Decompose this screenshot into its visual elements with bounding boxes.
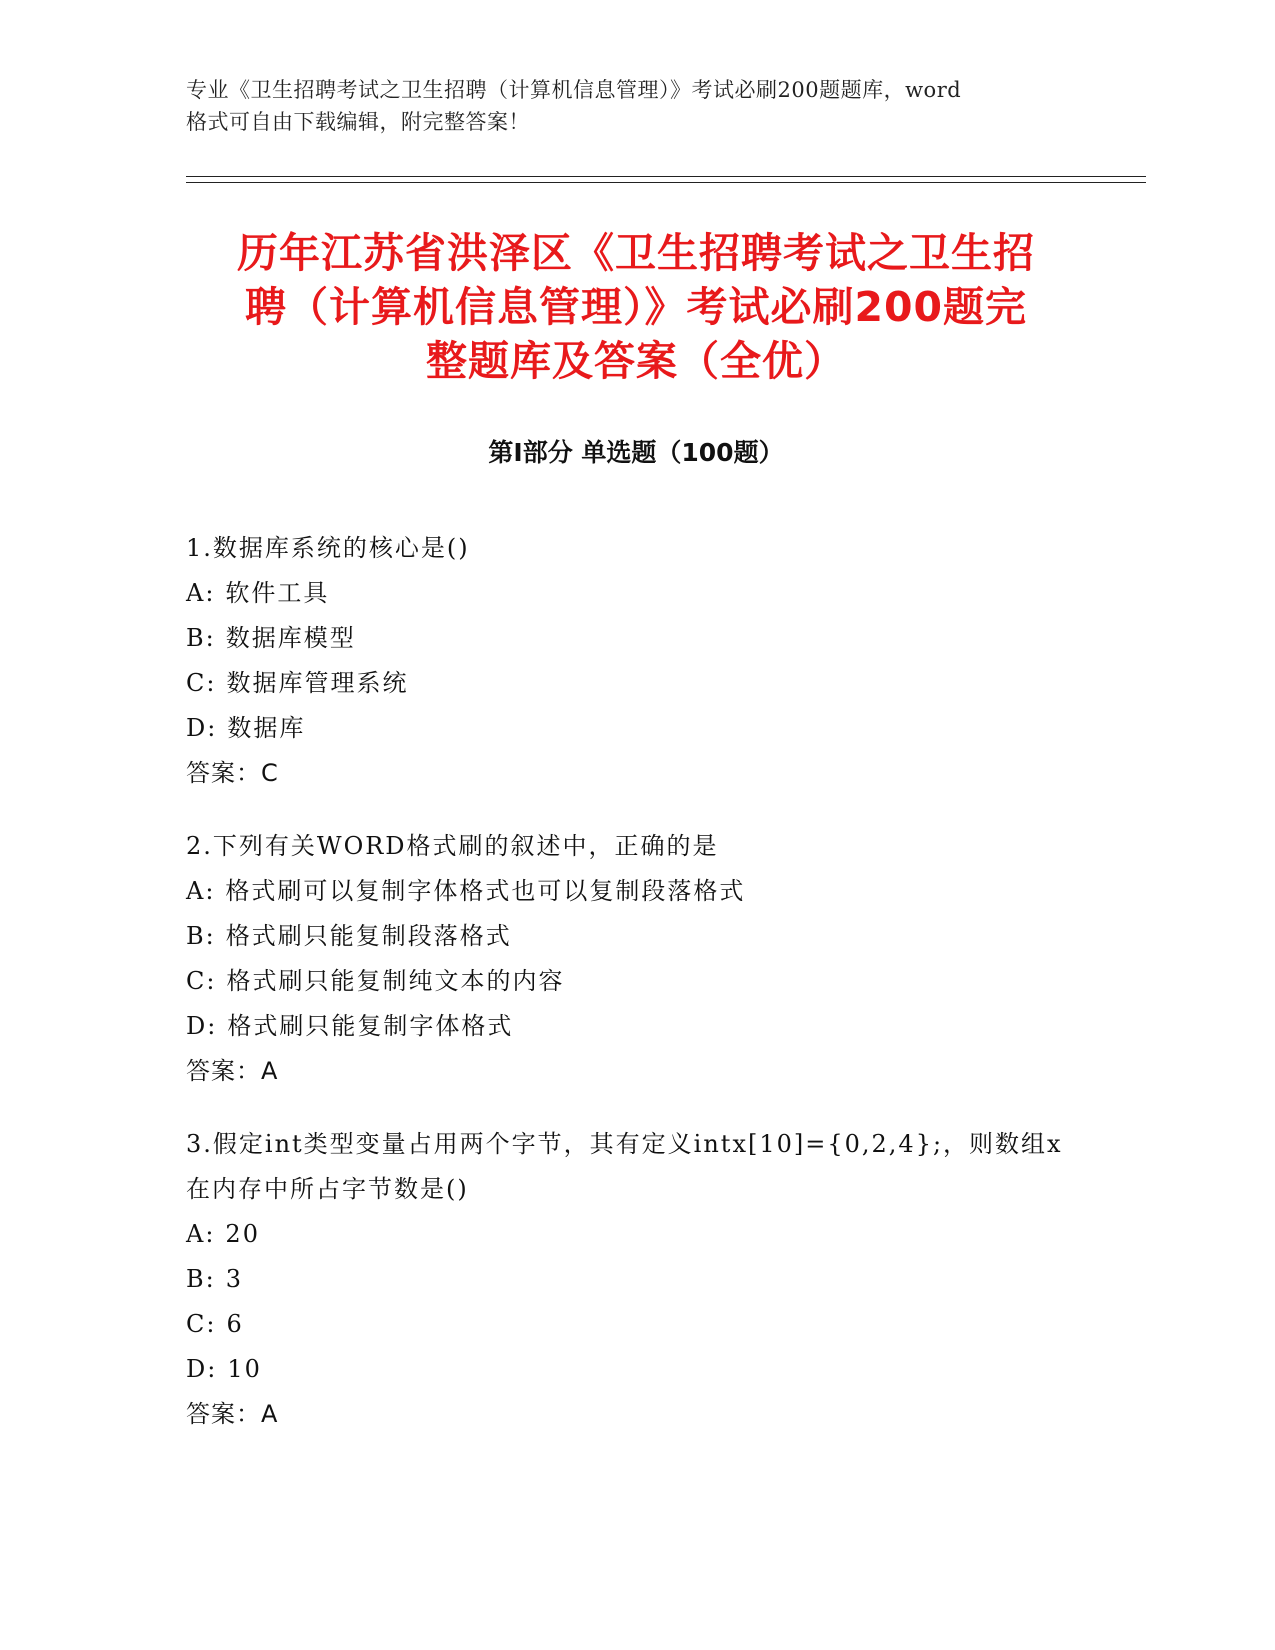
option-letter: B: <box>186 624 216 652</box>
option-text: 数据库管理系统 <box>226 669 409 697</box>
title-line-1: 历年江苏省洪泽区《卫生招聘考试之卫生招 <box>237 229 1035 277</box>
question-list <box>186 526 1086 1465</box>
option-d <box>186 706 1086 751</box>
document-header <box>186 74 1086 138</box>
header-divider-bottom <box>186 182 1146 183</box>
header-line-1: 专业《卫生招聘考试之卫生招聘（计算机信息管理）》考试必刷200题题库，word <box>186 78 962 102</box>
option-letter: B: <box>186 922 216 950</box>
option-letter: A: <box>186 1220 216 1248</box>
option-text: 10 <box>227 1355 262 1383</box>
option-letter: B: <box>186 1265 216 1293</box>
option-text: 格式刷只能复制段落格式 <box>225 922 512 950</box>
option-text: 数据库模型 <box>225 624 356 652</box>
question-3 <box>186 1122 1086 1437</box>
option-text: 格式刷只能复制字体格式 <box>227 1012 514 1040</box>
header-divider-top <box>186 176 1146 177</box>
question-text: 2.下列有关WORD格式刷的叙述中，正确的是 <box>186 832 719 860</box>
option-a <box>186 869 1086 914</box>
section-heading: 第Ⅰ部分 单选题（100题） <box>488 438 784 467</box>
option-d <box>186 1347 1086 1392</box>
header-line-2: 格式可自由下载编辑，附完整答案！ <box>186 110 530 134</box>
option-text: 20 <box>225 1220 260 1248</box>
option-text: 格式刷只能复制纯文本的内容 <box>226 967 565 995</box>
option-text: 6 <box>226 1310 244 1338</box>
question-1 <box>186 526 1086 796</box>
option-b <box>186 1257 1086 1302</box>
option-c <box>186 661 1086 706</box>
option-letter: C: <box>186 1310 217 1338</box>
option-text: 3 <box>225 1265 244 1293</box>
question-text: 3.假定int类型变量占用两个字节，其有定义intx[10]={0,2,4};，则数组x在内存中所占字节数是() <box>186 1130 1063 1203</box>
option-letter: D: <box>186 1012 218 1040</box>
option-c <box>186 1302 1086 1347</box>
answer: 答案：A <box>186 1057 279 1085</box>
option-b <box>186 914 1086 959</box>
option-letter: A: <box>186 579 216 607</box>
title-line-2: 聘（计算机信息管理）》考试必刷200题完 <box>244 283 1028 331</box>
option-text: 数据库 <box>227 714 306 742</box>
option-letter: D: <box>186 1355 218 1383</box>
option-letter: C: <box>186 669 217 697</box>
option-text: 软件工具 <box>225 579 330 607</box>
option-letter: A: <box>186 877 216 905</box>
answer: 答案：C <box>186 759 279 787</box>
option-text: 格式刷可以复制字体格式也可以复制段落格式 <box>225 877 746 905</box>
answer: 答案：A <box>186 1400 279 1428</box>
option-a <box>186 1212 1086 1257</box>
title-line-3: 整题库及答案（全优） <box>426 337 846 385</box>
option-a <box>186 571 1086 616</box>
option-c <box>186 959 1086 1004</box>
option-letter: C: <box>186 967 217 995</box>
document-title <box>186 226 1086 388</box>
question-2 <box>186 824 1086 1094</box>
question-text: 1.数据库系统的核心是() <box>186 534 470 562</box>
option-d <box>186 1004 1086 1049</box>
option-b <box>186 616 1086 661</box>
option-letter: D: <box>186 714 218 742</box>
